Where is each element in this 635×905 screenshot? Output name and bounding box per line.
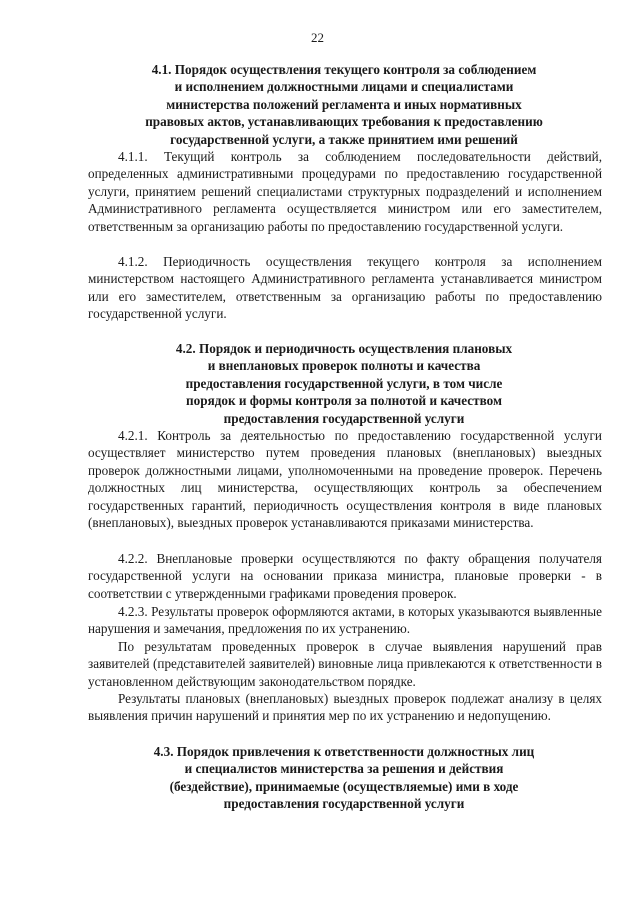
paragraph-4-1-1: 4.1.1. Текущий контроль за соблюдением последовательности действий, определенных административными процедурами по предоставлению государственной услуги, принятием решений специалистами структурных подразделений и исполнением Административного регламента осуществляется министром или его заместителем, ответственным за организацию работы по предоставлению государственной услуги. [88,149,602,234]
section-4-3-heading [86,743,602,813]
paragraph-4-2-1: 4.2.1. Контроль за деятельностью по предоставлению государственной услуги осуществляет министерство путем проведения плановых (внеплановых) выездных проверок должностными лицами, уполномоченными на проведение проверок. Перечень должностных лиц министерства, осуществляющих контроль за обеспечением государственных гарантий, периодичность осуществления контроля в виде плановых (внеплановых), выездных проверок устанавливаются приказами министерства. [88,428,602,531]
heading-line: и специалистов министерства за решения и действия [184,761,504,777]
heading-line: предоставления государственной услуги, в том числе [185,375,503,391]
heading-line: (бездействие), принимаемые (осуществляемые) ими в ходе [169,778,519,794]
heading-line: предоставления государственной услуги [223,410,465,426]
heading-line: правовых актов, устанавливающих требования к предоставлению [145,114,543,130]
paragraph-4-2-3: 4.2.3. Результаты проверок оформляются актами, в которых указываются выявленные нарушения и замечания, предложения по их устранению. [88,604,602,637]
paragraph-4-1-2: 4.1.2. Периодичность осуществления текущего контроля за исполнением министерством настоящего Административного регламента устанавливается министром или его заместителем, ответственным за организацию работы по предоставлению государственной услуги. [88,254,602,322]
heading-line: 4.3. Порядок привлечения к ответственности должностных лиц [153,744,535,759]
section-4-2-heading [86,340,602,427]
section-4-1-heading [86,61,602,148]
page-number: 22 [311,30,324,45]
paragraph-inspection-results: По результатам проведенных проверок в случае выявления нарушений прав заявителей (представителей заявителей) виновные лица привлекаются к ответственности в установленном действующим законодательством порядке. [88,639,602,689]
paragraph-4-2-2: 4.2.2. Внеплановые проверки осуществляются по факту обращения получателя государственной услуги на основании приказа министра, плановые проверки - в соответствии с утвержденными графиками проведения проверок. [88,551,602,601]
heading-line: государственной услуги, а также принятием ими решений [170,131,518,147]
paragraph-inspection-analysis: Результаты плановых (внеплановых) выездных проверок подлежат анализу в целях выявления причин нарушений и принятия мер по их устранению и недопущению. [88,691,602,724]
heading-line: предоставления государственной услуги [223,796,465,812]
heading-line: и внеплановых проверок полноты и качества [207,358,481,374]
heading-line: 4.2. Порядок и периодичность осуществления плановых [175,341,513,356]
heading-line: министерства положений регламента и иных нормативных [166,96,522,112]
heading-line: порядок и формы контроля за полнотой и качеством [186,393,502,409]
heading-line: 4.1. Порядок осуществления текущего контроля за соблюдением [151,62,537,77]
heading-line: и исполнением должностными лицами и специалистами [174,79,514,95]
